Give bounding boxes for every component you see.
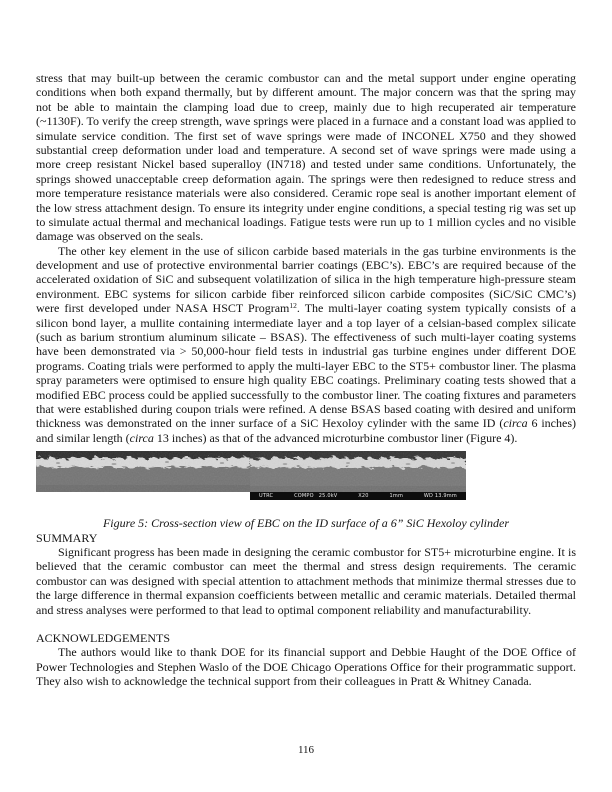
paragraph-ebc-seg3: 6 inches) and similar length ( — [36, 416, 576, 445]
sem-mode-label: COMPO — [294, 493, 314, 500]
circa-italic-1: circa — [503, 416, 528, 431]
summary-heading: SUMMARY — [36, 530, 98, 545]
sem-micrograph-right-panel — [250, 451, 466, 500]
sem-magnification-label: X20 — [358, 493, 369, 500]
page-number: 116 — [297, 744, 315, 756]
acknowledgements-heading: ACKNOWLEDGEMENTS — [36, 630, 170, 645]
summary-paragraph: Significant progress has been made in designing the ceramic combustor for ST5+ microturbine engine. It is believed that the ceramic combustor can meet the thermal and stress design requirements. The ceramic combustor can was designed with special attention to attachment methods that minimize thermal stresses due to the large difference in thermal expansion coefficients between metallic and ceramic materials. Detailed thermal and stress analyses were performed to that lead to optimal component reliability and manufacturability. — [36, 544, 576, 617]
sem-image-right — [250, 451, 466, 492]
page-content — [36, 71, 576, 688]
sem-working-distance-label: WD 13.9mm — [423, 493, 457, 500]
sem-mode-voltage — [294, 492, 337, 500]
paragraph-ebc-seg4: 13 inches) as that of the advanced microturbine combustor liner (Figure 4). — [153, 430, 518, 445]
sem-micrograph-left-panel — [36, 451, 250, 492]
sem-lab-label: UTRC — [259, 493, 274, 500]
paragraph-ebc-seg1: The other key element in the use of silicon carbide based materials in the gas turbine environments is the development and use of protective environmental barrier coatings (EBC’s). EBC’s are required because of the accelerated oxidation of SiC and subsequent volatilization of silica in the high temperature high-pressure steam environment. EBC systems for silicon carbide fiber reinforced silicon carbide composites (SiC/SiC CMC’s) were first developed under NASA HSCT Program — [36, 243, 576, 316]
paragraph-ebc-seg2: . The multi-layer coating system typically consists of a silicon bond layer, a mullite containing intermediate layer and a top layer of a celsian-based complex silicate (such as barium strontium aluminum silicate – BSAS). The effectiveness of such multi-layer coating systems have been demonstrated via > 50,000-hour field tests in industrial gas turbine engines under different DOE programs. Coating trials were performed to apply the multi-layer EBC to the ST5+ combustor liner. The plasma spray parameters were optimised to ensure high quality EBC coatings. Preliminary coating tests showed that a modified EBC process could be applied successfully to the combustor liner. The coating fixtures and parameters that were established during coupon trials were refined. A dense BSAS based coating with desired and uniform thickness was demonstrated on the inner surface of a SiC Hexoloy cylinder with the same ID ( — [36, 301, 576, 431]
sem-info-bar — [250, 492, 466, 500]
circa-italic-2: circa — [129, 430, 154, 445]
figure5-sem-micrograph — [36, 451, 466, 500]
figure5-caption: Figure 5: Cross-section view of EBC on the ID surface of a 6” SiC Hexoloy cylinder — [102, 516, 510, 531]
sem-image-left — [36, 451, 250, 492]
acknowledgements-paragraph: The authors would like to thank DOE for its financial support and Debbie Haught of the DOE Office of Power Technologies and Stephen Waslo of the DOE Chicago Operations Office for their programmatic support. They also wish to acknowledge the technical support from their colleagues in Pratt & Whitney Canada. — [36, 645, 576, 689]
paragraph-ebc-coatings — [36, 244, 576, 445]
sem-scalebar-label: 1mm — [389, 493, 404, 500]
footnote-reference-12: 12 — [289, 301, 297, 311]
paragraph-creep-seals: stress that may built-up between the ceramic combustor can and the metal support under engine operating conditions when both expand thermally, but by different amount. The major concern was that the spring may not be able to maintain the clamping load due to creep, mainly due to high recuperated air temperature (~1130F). To verify the creep strength, wave springs were placed in a furnace and a constant load was applied to simulate service condition. The first set of wave springs were made of INCONEL X750 and they showed substantial creep deformation under load and temperature. A second set of wave springs were made using a more creep resistant Nickel based superalloy (IN718) and tested under same conditions. Unfortunately, the springs showed unacceptable creep deformation again. The springs were then redesigned to reduce stress and more temperature resistance materials were also considered. Ceramic rope seal is another important element of the low stress attachment design. To ensure its integrity under engine conditions, a special testing rig was set up to simulate actual thermal and mechanical loadings. Fatigue tests were run up to 1 million cycles and no visible damage was observed on the seals. — [36, 71, 576, 244]
sem-voltage-label: 25.0kV — [318, 493, 338, 500]
